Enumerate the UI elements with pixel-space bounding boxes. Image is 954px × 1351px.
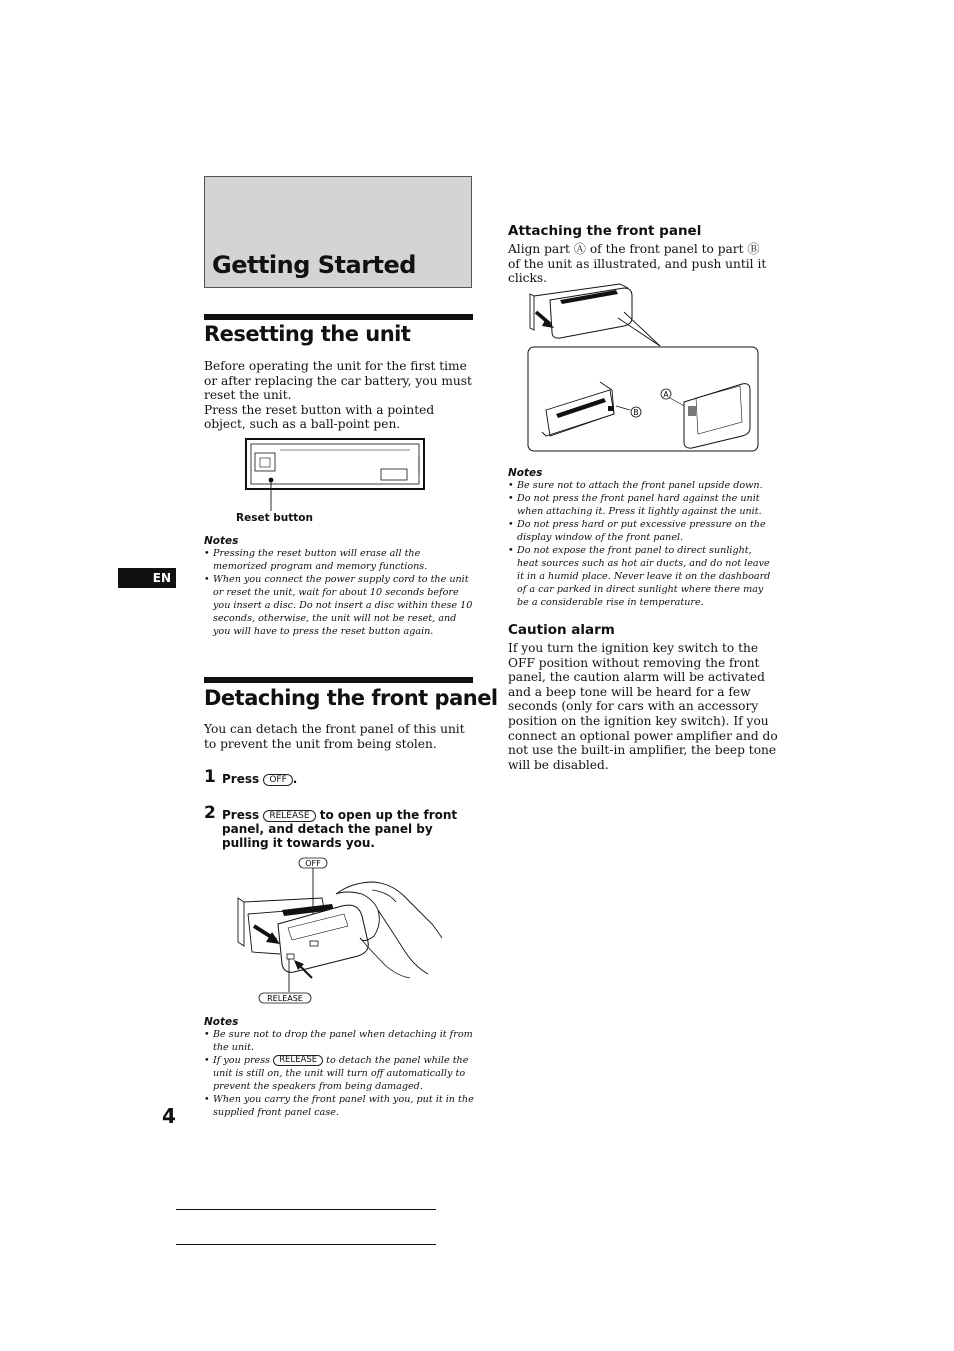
list-item: • Be sure not to attach the front panel upside down. xyxy=(508,479,774,492)
resetting-notes-heading: Notes xyxy=(204,535,239,547)
chapter-title: Getting Started xyxy=(212,251,416,279)
part-a-label: A xyxy=(663,390,669,399)
chapter-title-box xyxy=(204,176,472,288)
release-key: RELEASE xyxy=(273,1055,323,1066)
list-item: • Be sure not to drop the panel when detaching it from the unit. xyxy=(204,1028,474,1054)
attaching-notes-list xyxy=(508,479,774,609)
display-window xyxy=(381,469,407,480)
list-item: • When you connect the power supply cord to the unit or reset the unit, wait for about 10 seconds before you insert a disc. Do not insert a disc within these 10 seconds, otherwise, the unit will not be reset, and you will have to press the reset button again. xyxy=(204,573,474,638)
resetting-para-2: Press the reset button with a pointed object, such as a ball-point pen. xyxy=(204,402,435,432)
step-2-number: 2 xyxy=(204,803,216,823)
footer-rule xyxy=(176,1244,436,1245)
list-item: • When you carry the front panel with you, put it in the supplied front panel case. xyxy=(204,1093,474,1119)
part-b-label: B xyxy=(633,408,639,417)
language-tab: EN xyxy=(118,568,176,588)
resetting-notes-list xyxy=(204,547,474,638)
section-rule xyxy=(204,314,473,320)
unit-left-block xyxy=(255,453,275,471)
attaching-panel-figure xyxy=(520,278,764,454)
list-item: • Do not press hard or put excessive pressure on the display window of the front panel. xyxy=(508,518,774,544)
reset-button-label: Reset button xyxy=(236,512,313,524)
off-key-label: OFF xyxy=(305,859,321,868)
detaching-notes-heading: Notes xyxy=(204,1016,239,1028)
attaching-notes-heading: Notes xyxy=(508,467,543,479)
list-item: • Do not expose the front panel to direct sunlight, heat sources such as hot air ducts, and do not leave it in a humid place. Never leave it on the dashboard of a car parked in direct sunlight where there may be a considerable rise in temperature. xyxy=(508,544,774,609)
reset-button-dot xyxy=(269,478,274,483)
reset-button-figure xyxy=(244,438,428,518)
resetting-heading: Resetting the unit xyxy=(204,322,411,346)
step-2-text: Press RELEASE to open up the front panel, and detach the panel by pulling it towards you. xyxy=(222,808,458,850)
section-rule xyxy=(204,677,473,683)
attaching-heading: Attaching the front panel xyxy=(508,223,702,239)
attaching-text: Align part Ⓐ of the front panel to part Ⓑ of the unit as illustrated, and push until it clicks. xyxy=(508,242,767,286)
detaching-heading: Detaching the front panel xyxy=(204,686,498,710)
list-item: • Pressing the reset button will erase all the memorized program and memory functions. xyxy=(204,547,474,573)
detaching-intro: You can detach the front panel of this unit to prevent the unit from being stolen. xyxy=(204,722,465,751)
list-item: • Do not press the front panel hard against the unit when attaching it. Press it lightly against the unit. xyxy=(508,492,774,518)
step-1-text: Press OFF . xyxy=(222,772,298,786)
resetting-para-1: Before operating the unit for the first time or after replacing the car battery, you must reset the unit. xyxy=(204,359,472,403)
detaching-notes-list xyxy=(204,1028,474,1119)
off-key: OFF xyxy=(263,774,292,786)
caution-heading: Caution alarm xyxy=(508,622,615,638)
release-key-label: RELEASE xyxy=(267,994,303,1003)
page-number: 4 xyxy=(162,1104,176,1128)
caution-text: If you turn the ignition key switch to the OFF position without removing the front panel, the caution alarm will be activated and a beep tone will be heard for a few seconds (only for cars with an accessory position on the ignition key switch). If you connect an optional power amplifier and do not use the built-in amplifier, the beep tone will be disabled. xyxy=(508,641,778,772)
resetting-text xyxy=(204,359,472,432)
release-key: RELEASE xyxy=(263,810,315,822)
detaching-panel-figure xyxy=(232,854,444,1010)
step-1-number: 1 xyxy=(204,767,216,787)
list-item: • If you press RELEASE to detach the panel while the unit is still on, the unit will turn off automatically to prevent the speakers from being damaged. xyxy=(204,1054,474,1093)
footer-rule xyxy=(176,1209,436,1210)
